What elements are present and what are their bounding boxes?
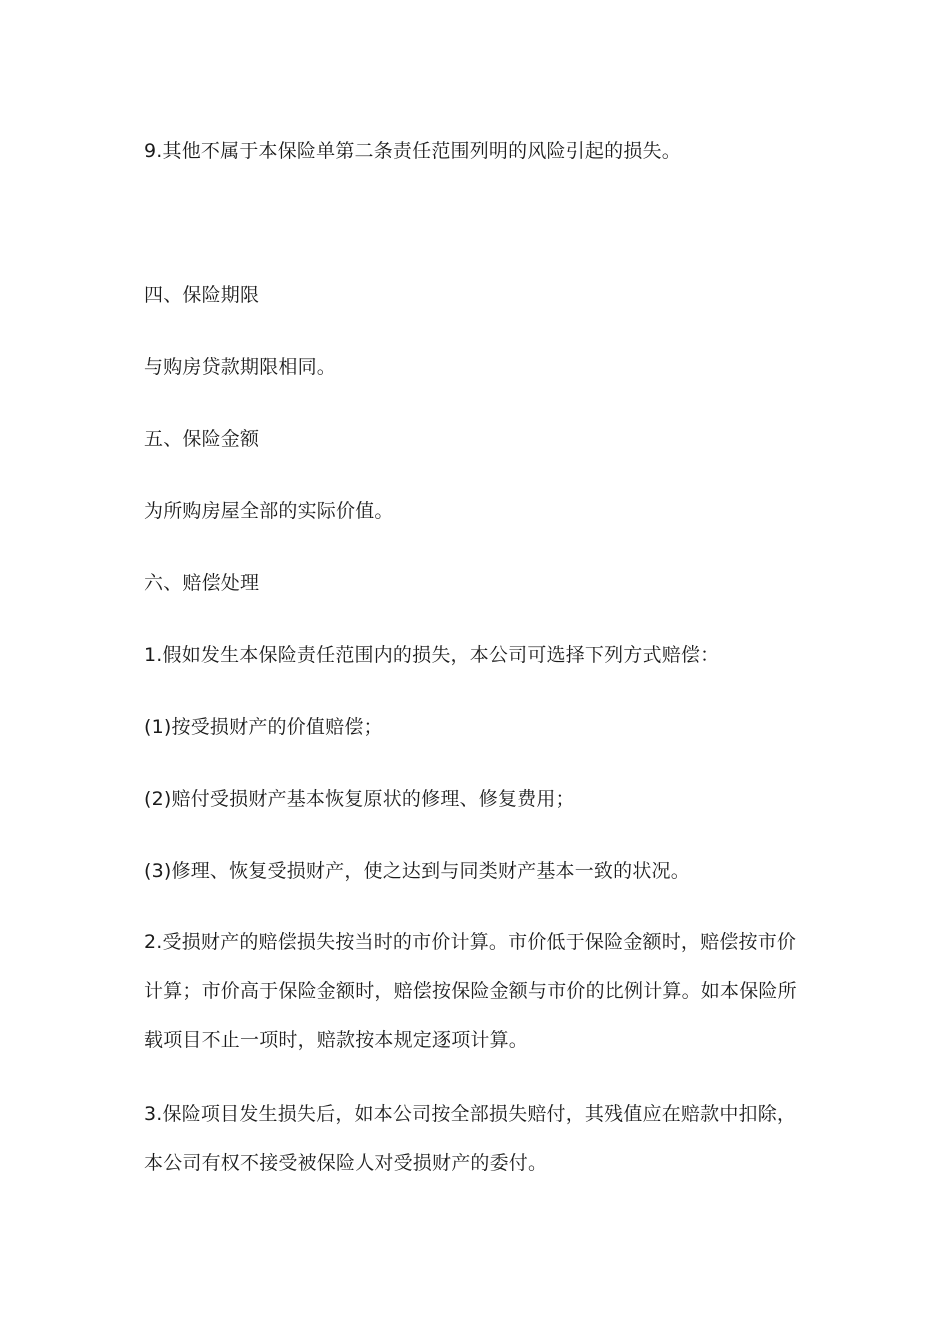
clause-item-9: 9.其他不属于本保险单第二条责任范围列明的风险引起的损失。 [144, 140, 681, 162]
section-6-item-1-c: (3)修理、恢复受损财产，使之达到与同类财产基本一致的状况。 [144, 860, 690, 882]
section-6-heading: 六、赔偿处理 [144, 572, 260, 594]
section-4-heading: 四、保险期限 [144, 284, 260, 306]
section-6-item-1: 1.假如发生本保险责任范围内的损失，本公司可选择下列方式赔偿： [144, 644, 720, 666]
section-4-body: 与购房贷款期限相同。 [144, 356, 337, 378]
section-6-item-3: 3.保险项目发生损失后，如本公司按全部损失赔付，其残值应在赔款中扣除，本公司有权不接受被保险人对受损财产的委付。 [144, 1103, 797, 1174]
section-6-item-1-b: (2)赔付受损财产基本恢复原状的修理、修复费用； [144, 788, 575, 810]
section-5-body: 为所购房屋全部的实际价值。 [144, 500, 394, 522]
section-6-item-1-a: (1)按受损财产的价值赔偿； [144, 716, 383, 738]
section-5-heading: 五、保险金额 [144, 428, 260, 450]
section-6-item-2: 2.受损财产的赔偿损失按当时的市价计算。市价低于保险金额时，赔偿按市价计算；市价高于保险金额时，赔偿按保险金额与市价的比例计算。如本保险所载项目不止一项时，赔款按本规定逐项计算。 [144, 931, 797, 1051]
